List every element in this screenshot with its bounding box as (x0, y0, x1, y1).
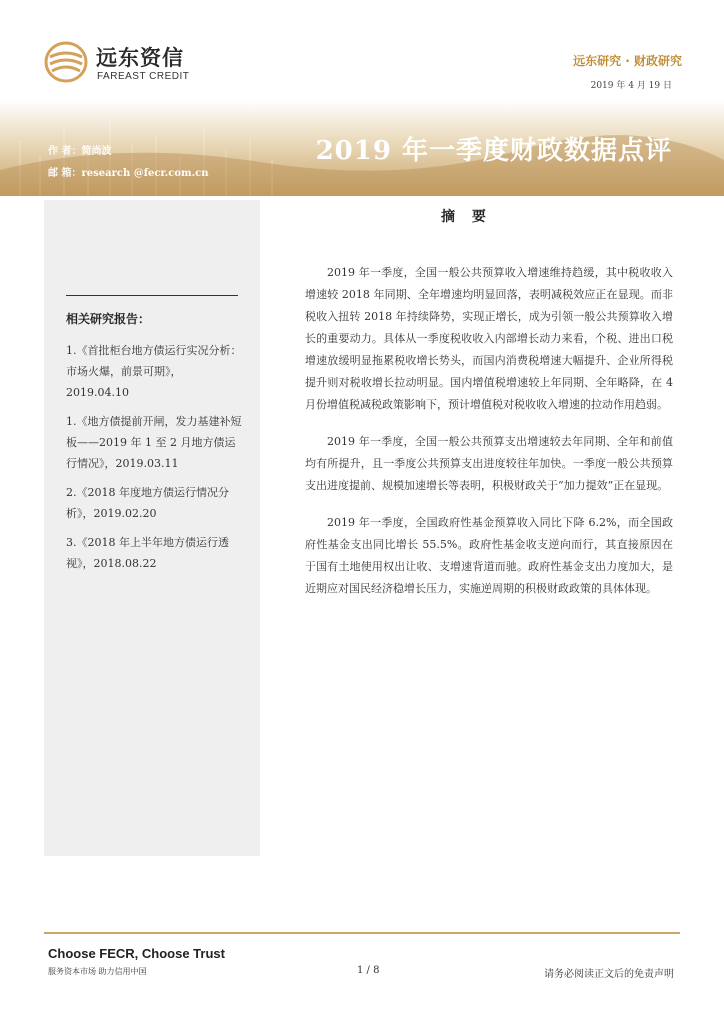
logo-name-cn: 远东资信 (96, 46, 184, 70)
related-report-item[interactable]: 2.《2018 年度地方债运行情况分析》，2019.02.20 (66, 486, 229, 520)
related-reports-heading: 相关研究报告： (66, 312, 151, 326)
related-reports-list (66, 340, 242, 582)
footer-divider (44, 932, 680, 934)
sidebar-divider (66, 295, 238, 296)
abstract-heading: 摘 要 (441, 209, 492, 225)
page-title: 2019 年一季度财政数据点评 (315, 136, 672, 166)
logo-mark-icon (44, 40, 88, 84)
company-logo (44, 40, 194, 88)
report-date: 2019 年 4 月 19 日 (590, 81, 672, 91)
report-series: 远东研究 · 财政研究 (573, 54, 682, 68)
page-number: 1 / 8 (357, 965, 380, 976)
author-line: 作 者：简尚波 (48, 146, 112, 157)
logo-name-en: FAREAST CREDIT (97, 71, 190, 82)
abstract-paragraph: 2019 年一季度，全国一般公共预算支出增速较去年同期、全年和前值均有所提升，且一季度公共预算支出进度较往年加快。一季度一般公共预算支出进度提前、规模加速增长等表明，积极财政关于“加力提效”正在显现。 (305, 435, 673, 492)
related-report-item[interactable]: 1.《首批柜台地方债运行实况分析：市场火爆，前景可期》，2019.04.10 (66, 344, 242, 399)
related-report-item[interactable]: 1.《地方债提前开闸，发力基建补短板——2019 年 1 至 2 月地方债运行情况》，2019.03.11 (66, 415, 242, 470)
abstract-paragraph: 2019 年一季度，全国一般公共预算收入增速维持趋缓，其中税收收入增速较 2018 年同期、全年增速均明显回落，表明减税效应正在显现。而非税收入扭转 2018 年持续降势，实现正增长，成为引领一般公共预算收入增长的重要动力。具体从一季度税收收入内部增长动力来看，个税、进出口税增速放缓明显拖累税收增长势头，而国内消费税增速大幅提升、企业所得税提升则对税收增长拉动明显。国内增值税增速较上年同期、全年略降，在 4 月份增值税减税政策影响下，预计增值税对税收收入增速的拉动作用趋弱。 (305, 266, 673, 411)
related-report-item[interactable]: 3.《2018 年上半年地方债运行透视》，2018.08.22 (66, 536, 229, 570)
abstract-paragraph: 2019 年一季度，全国政府性基金预算收入同比下降 6.2%，而全国政府性基金支出同比增长 55.5%。政府性基金收支逆向而行，其直接原因在于国有土地使用权出让收、支增速背道而驰。政府性基金支出力度加大，是近期应对国民经济稳增长压力，实施逆周期的积极财政政策的具体体现。 (305, 516, 673, 595)
abstract-body (305, 262, 673, 615)
footer-subtitle: 服务资本市场 助力信用中国 (48, 967, 147, 976)
email-line[interactable]: 邮 箱：research @fecr.com.cn (48, 168, 209, 179)
footer-slogan: Choose FECR, Choose Trust (48, 946, 225, 961)
sidebar-panel (44, 200, 260, 856)
footer-disclaimer: 请务必阅读正文后的免责声明 (544, 969, 674, 980)
